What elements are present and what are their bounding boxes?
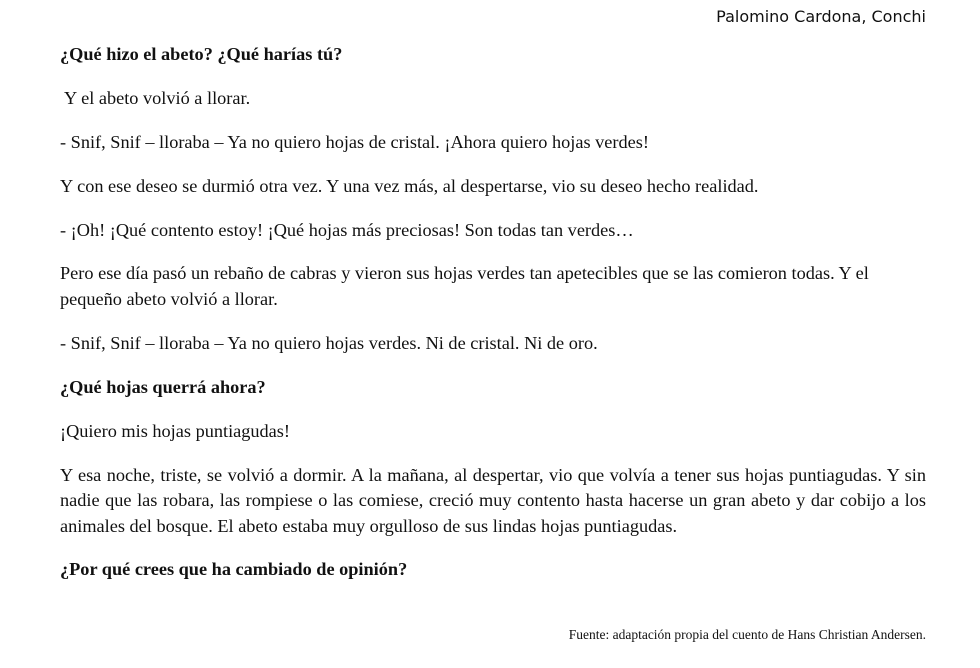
paragraph: ¡Quiero mis hojas puntiagudas! bbox=[60, 420, 290, 441]
paragraph: Y el abeto volvió a llorar. bbox=[64, 87, 251, 108]
dialogue-line: - Snif, Snif – lloraba – Ya no quiero hojas de cristal. ¡Ahora quiero hojas verdes! bbox=[60, 131, 649, 152]
paragraph: Pero ese día pasó un rebaño de cabras y vieron sus hojas verdes tan apetecibles que se las comieron todas. Y el pequeño abeto volvió a llorar. bbox=[60, 263, 869, 309]
story-body bbox=[60, 42, 926, 601]
author-header: Palomino Cardona, Conchi bbox=[716, 7, 926, 26]
question-2: ¿Qué hojas querrá ahora? bbox=[60, 376, 266, 397]
question-1: ¿Qué hizo el abeto? ¿Qué harías tú? bbox=[60, 44, 343, 64]
question-3: ¿Por qué crees que ha cambiado de opinión? bbox=[60, 559, 408, 580]
dialogue-line: - Snif, Snif – lloraba – Ya no quiero hojas verdes. Ni de cristal. Ni de oro. bbox=[60, 332, 598, 353]
dialogue-line: - ¡Oh! ¡Qué contento estoy! ¡Qué hojas más preciosas! Son todas tan verdes… bbox=[60, 219, 634, 240]
paragraph: Y con ese deseo se durmió otra vez. Y una vez más, al despertarse, vio su deseo hecho realidad. bbox=[60, 175, 759, 196]
source-footnote: Fuente: adaptación propia del cuento de Hans Christian Andersen. bbox=[568, 627, 926, 642]
paragraph: Y esa noche, triste, se volvió a dormir. A la mañana, al despertar, vio que volvía a tener sus hojas puntiagudas. Y sin nadie que las robara, las rompiese o las comiese, creció muy contento hasta hacerse un gran abeto y dar cobijo a los animales del bosque. El abeto estaba muy orgulloso de sus lindas hojas puntiagudas. bbox=[60, 464, 926, 536]
